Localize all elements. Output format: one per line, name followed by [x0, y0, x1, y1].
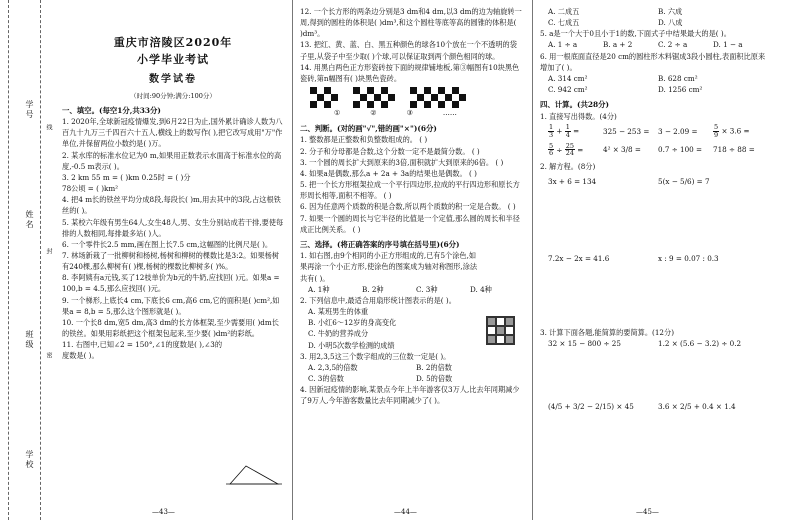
judge-q1: 1. 整数都是正整数和负整数组成的。 ( ) — [300, 135, 428, 145]
choice-q2-b: B. 小红6～12岁的身高变化 — [308, 318, 397, 328]
choice-q1-c: C. 3种 — [416, 284, 438, 294]
equation-work-space-2 — [540, 265, 768, 327]
choice-q4-c: C. 七成五 — [548, 18, 580, 28]
fold-mark-secret: 密 — [45, 352, 52, 358]
choice-q5: 5. a是一个大于0且小于1的数,下面式子中结果最大的是( )。 — [540, 29, 731, 39]
page-number-45: —45— — [636, 508, 659, 516]
judge-q5: 5. 把一个长方形框架拉成一个平行四边形,拉成的平行四边形和原长方形周长相等,面积不相等。 ( ) — [300, 180, 520, 201]
tile-caption-2: ② — [370, 109, 377, 118]
simplify-work-space — [540, 349, 768, 401]
title-block — [62, 34, 284, 101]
choice-q2-a: A. 某班男生的体重 — [308, 307, 369, 317]
equation-work-space-1 — [540, 187, 768, 253]
tile-captions — [334, 108, 524, 119]
fill-q6: 6. 一个零件长2.5 mm,画在图上长7.5 cm,这幅图的比例尺是( )。 — [62, 239, 273, 249]
fold-mark-line: 线 — [45, 124, 52, 130]
school-label: 学校 — [25, 450, 34, 470]
equation-1: 3x + 6 = 134 — [548, 177, 597, 187]
fill-q1: 1. 2020年,全球新冠疫情爆发,到6月22日为止,国外累计确诊人数为八百九十九万三千四百六十五人,横线上的数写作( ),把它改写成用"万"作单位,并保留两位小数约是( )万。 — [62, 117, 283, 149]
page-number-44: —44— — [394, 508, 417, 516]
page-divider-2 — [532, 0, 533, 520]
page-44 — [300, 6, 524, 406]
fill-q9: 9. 一个梯形,上底长4 cm,下底长6 cm,高6 cm,它的面积是( )cm²,如果a = 8,b = 5,那么这个图形就是( )。 — [62, 295, 280, 316]
choice-q4-b: B. 六成 — [658, 7, 683, 16]
binding-margin — [0, 0, 56, 520]
equation-row1 — [540, 176, 768, 187]
choice-q5-options — [540, 39, 768, 50]
choice-q5-a: A. 1 ÷ a — [548, 40, 578, 50]
fill-q8: 8. 李阿姨有a元钱,买了12枝单价为b元的牛奶,应找回( )元。如果a = 100,b = 4.5,那么应找回( )元。 — [62, 273, 280, 294]
fill-q12: 12. 一个长方形的两条边分别是3 dm和4 dm,以3 dm的边为轴旋转一周,得到的圆柱的体积是( )dm³,和这个圆柱等底等高的圆锥的体积是( )dm³。 — [300, 7, 522, 39]
fill-q11: 11. 右图中,已知∠2 = 150°,∠1的度数是( ),∠3的度数是( )。 — [62, 340, 223, 361]
symmetry-grid-diagram — [486, 316, 515, 345]
exam-title-line1: 重庆市涪陵区2020年 — [113, 36, 233, 49]
choice-q6-c: C. 942 cm² — [548, 85, 588, 95]
fill-q5: 5. 某校六年级有男生64人,女生48人,男、女生分别站成若干排,要使每排的人数相同,每排最多站( )人。 — [62, 217, 284, 238]
choice-q6-b: B. 628 cm² — [658, 73, 698, 83]
fill-q2: 2. 某水库的标准水位记为0 m,如果用正数表示水面高于标准水位的高度,-0.5 m表示( )。 — [62, 150, 282, 171]
calc-sub3: 3. 计算下面各题,能简算的要简算。(12分) — [540, 327, 674, 337]
tile-pattern-1 — [310, 87, 345, 108]
angle-triangle — [230, 466, 278, 484]
tile-caption-more: …… — [442, 109, 457, 118]
choice-q5-c: C. 2 ÷ a — [658, 40, 688, 50]
choice-q6-options-ab — [540, 73, 768, 84]
tile-pattern-row — [310, 87, 524, 108]
judge-q4: 4. 如果a是偶数,那么a + 2a + 3a的结果也是偶数。 ( ) — [300, 168, 477, 178]
judge-q6: 6. 因为任意两个质数的积是合数,所以两个质数的积一定是合数。 ( ) — [300, 202, 516, 212]
simplify-1: 32 × 15 − 800 ÷ 25 — [548, 338, 621, 348]
choice-q4-d: D. 八成 — [658, 18, 683, 28]
student-id-label: 学号 — [25, 100, 34, 120]
fill-q3b: 78公顷 = ( )km² — [62, 184, 119, 194]
choice-q1-d: D. 4种 — [470, 284, 492, 294]
choice-q1-a: A. 1种 — [308, 284, 330, 294]
tile-caption-3: ③ — [406, 109, 413, 118]
simplify-2: 1.2 × (5.6 − 3.2) ÷ 0.2 — [658, 338, 742, 348]
name-label: 姓名 — [25, 210, 34, 230]
choice-q1-options — [300, 284, 524, 295]
exam-title-line2: 小学毕业考试 — [137, 53, 209, 67]
page-43 — [62, 6, 284, 362]
calc-sub1: 1. 直接写出得数。(4分) — [540, 111, 617, 121]
exam-meta: （时间:90分钟;满分:100分） — [130, 91, 216, 100]
choice-q1-b: B. 2种 — [362, 284, 384, 294]
cut-line — [8, 0, 9, 520]
fill-q3: 3. 2 km 55 m = ( )km 0.25时 = ( )分 — [62, 172, 191, 182]
choice-q4-options-cd — [540, 17, 768, 28]
choice-q5-b: B. a + 2 — [603, 40, 633, 50]
tile-caption-1: ① — [334, 109, 341, 118]
choice-q2-d: D. 小明5次数学检测的成绩 — [308, 340, 395, 350]
oral-calc-2: 325 − 253 = — [603, 126, 650, 136]
choice-q1: 1. 如右图,由9个相同的小正方形组成的,已有5个涂色,如果再涂一个小正方形,使涂色的图案成为轴对称图形,涂法共有( )。 — [300, 251, 478, 283]
oral-calc-3: 3 − 2.09 = — [658, 126, 698, 136]
fill-q4: 4. 把4 m长的铁丝平均分成8段,每段长( )m,用去其中的3段,占这根铁丝的( )。 — [62, 195, 281, 216]
choice-q6-d: D. 1256 cm² — [658, 85, 703, 95]
oral-calc-8: 718 ÷ 88 = — [713, 145, 755, 155]
equation-2: 5(x − 5/6) = 7 — [658, 177, 710, 187]
choice-q3-b: B. 2的倍数 — [416, 362, 452, 372]
equation-3: 7.2x − 2x = 41.6 — [548, 254, 610, 264]
section4-heading: 四、计算。(共28分) — [540, 100, 610, 110]
choice-q2-c: C. 牛奶的营养成分 — [308, 329, 369, 339]
section1-heading: 一、填空。(每空1分,共33分) — [62, 105, 161, 115]
fold-mark-seal: 封 — [45, 248, 52, 254]
choice-q4: 4. 因新冠疫情的影响,某景点今年上半年游客仅3万人,比去年同期减少了9万人,今年游客数量比去年同期减少了( )。 — [300, 385, 520, 406]
choice-q3-d: D. 5的倍数 — [416, 374, 453, 383]
choice-q2: 2. 下列信息中,最适合用扇形统计图表示的是( )。 — [300, 295, 456, 305]
angle-diagram — [226, 462, 282, 488]
section2-heading: 二、判断。(对的画"√",错的画"×")(6分) — [300, 123, 437, 133]
page-45 — [540, 6, 768, 412]
oral-calc-row1 — [540, 124, 768, 139]
oral-calc-5: $\frac{5}{6}$ ÷ $\frac{25}{24}$ = — [549, 141, 584, 158]
page-divider-1 — [292, 0, 293, 520]
simplify-3: (4/5 + 3/2 − 2/15) × 45 — [548, 401, 634, 411]
fill-q14: 14. 用黑白两色正方形瓷砖按下面的规律铺地板,第③幅图有10块黑色瓷砖,第n幅图有( )块黑色瓷砖。 — [300, 62, 520, 83]
oral-calc-row2 — [540, 143, 768, 158]
simplify-row2 — [540, 401, 768, 412]
equation-row2 — [540, 253, 768, 264]
choice-q3-options-ab — [300, 362, 524, 373]
oral-calc-7: 0.7 ÷ 100 = — [658, 145, 703, 155]
seal-line — [40, 0, 41, 520]
calc-sub2: 2. 解方程。(8分) — [540, 162, 596, 172]
oral-calc-6: 4² × 3/8 = — [603, 145, 641, 155]
choice-q4-options-ab — [540, 6, 768, 17]
fill-q13: 13. 把红、黄、蓝、白、黑五种颜色的球各10个放在一个不透明的袋子里,从袋子中至少取( )个球,可以保证取到两个颜色相同的球。 — [300, 40, 517, 61]
judge-q7: 7. 如果一个圆的周长与它半径的比值是一个定值,那么圆的周长和半径成正比例关系。 ( ) — [300, 213, 520, 234]
oral-calc-4-text: × 3.6 = — [721, 126, 750, 136]
exam-subject: 数学试卷 — [149, 74, 197, 86]
oral-calc-1: $\frac{1}{3}$ + $\frac{1}{4}$ = — [549, 122, 580, 139]
section3-heading: 三、选择。(将正确答案的序号填在括号里)(6分) — [300, 239, 460, 249]
choice-q3: 3. 用2,3,5这三个数字组成的三位数一定是( )。 — [300, 351, 451, 361]
judge-q2: 2. 分子和分母都是合数,这个分数一定不是最简分数。 ( ) — [300, 146, 480, 156]
choice-q6: 6. 用一根底面直径是20 cm的圆柱形木料锯成3段小圆柱,表面积比原来增加了( )。 — [540, 51, 766, 72]
choice-q4-a: A. 二成五 — [548, 7, 580, 16]
fill-q10: 10. 一个长8 dm,宽5 dm,高3 dm的长方体框架,至少需要用( )dm长的铁丝。如果用彩纸把这个框架包起来,至少要( )dm²的彩纸。 — [62, 317, 279, 339]
choice-q6-a: A. 314 cm² — [548, 73, 588, 83]
choice-q3-options-cd — [300, 373, 524, 384]
tile-pattern-2 — [353, 87, 402, 108]
simplify-4: 3.6 × 2/5 + 0.4 × 1.4 — [658, 401, 736, 411]
choice-q3-c: C. 3的倍数 — [308, 374, 344, 383]
page-number-43: —43— — [152, 508, 175, 516]
equation-4: x : 9 = 0.07 : 0.3 — [658, 254, 719, 264]
choice-q5-d: D. 1 − a — [713, 40, 743, 50]
class-label: 班级 — [25, 330, 34, 350]
simplify-row1 — [540, 338, 768, 349]
oral-calc-4: $\frac{5}{9}$ × 3.6 = — [714, 122, 750, 139]
tile-pattern-3 — [410, 87, 473, 108]
choice-q6-options-cd — [540, 84, 768, 95]
judge-q3: 3. 一个圆的周长扩大到原来的3倍,面积就扩大到原来的6倍。 ( ) — [300, 157, 504, 167]
fill-q7: 7. 林场新栽了一批柳树和杨树,杨树和柳树的棵数比是3:2。如果杨树有240棵,那么柳树有( )棵,杨树的棵数比柳树多( )%。 — [62, 251, 280, 272]
choice-q3-a: A. 2,3,5的倍数 — [308, 362, 358, 372]
